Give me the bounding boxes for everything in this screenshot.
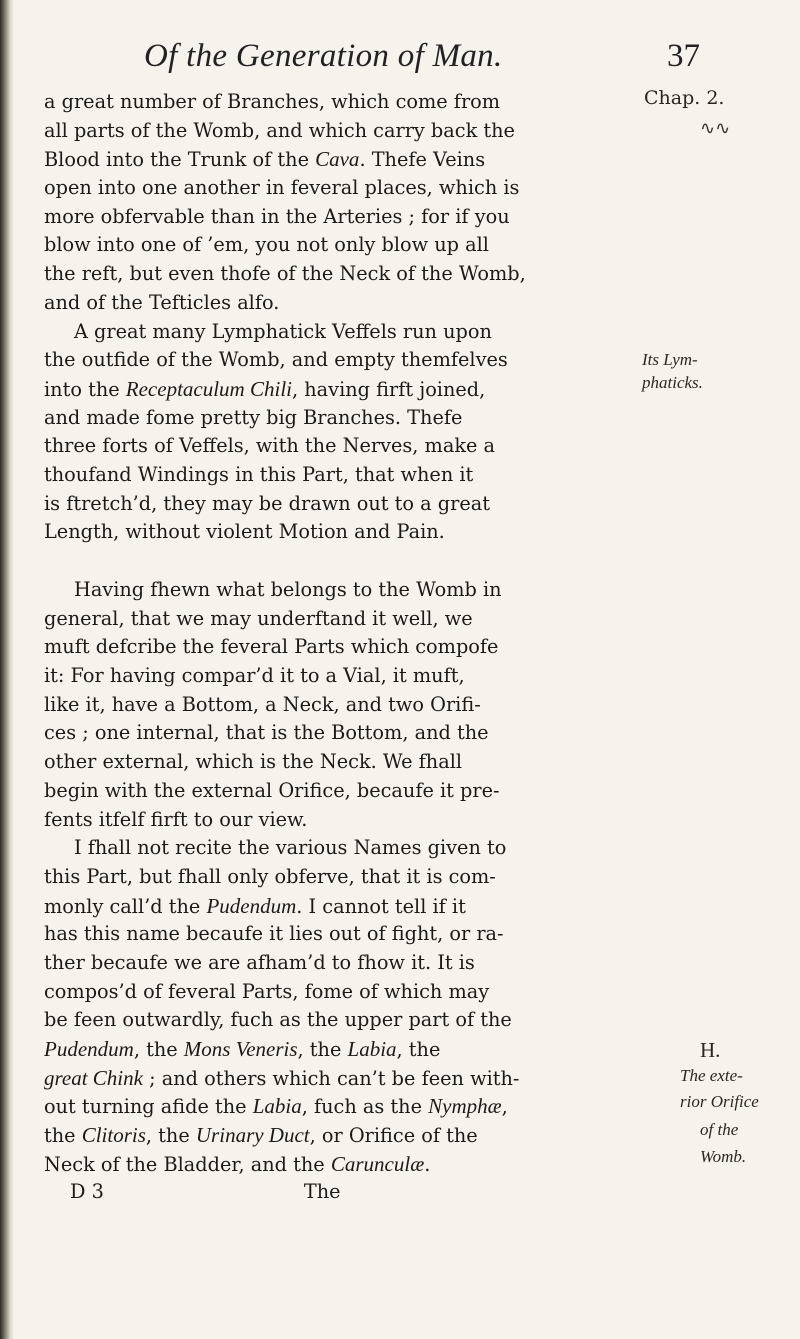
text-line: more obfervable than in the Arteries ; for if you (44, 204, 510, 228)
text-line: out turning afide the Labia, fuch as the Nymphæ, (44, 1094, 508, 1119)
page-gutter-shadow (0, 0, 14, 1339)
term-mons-veneris: Mons Veneris (183, 1037, 298, 1061)
margin-note-lymphaticks-2: phaticks. (642, 373, 703, 392)
term-receptaculum: Receptaculum Chili (125, 376, 292, 401)
text-line: monly call’d the Pudendum. I cannot tell if it (44, 893, 466, 918)
text-line: blow into one of ’em, you not only blow up all (44, 233, 489, 257)
text-line: compos’d of feveral Parts, fome of which may (44, 979, 490, 1003)
text-line: like it, have a Bottom, a Neck, and two Orifi- (44, 692, 481, 716)
text-line: Length, without violent Motion and Pain. (44, 520, 445, 544)
margin-note-section-1: The exte- (680, 1066, 743, 1085)
text-line: the outfide of the Womb, and empty themfelves (44, 348, 508, 372)
paragraph-gap (44, 547, 644, 576)
text-line: and made fome pretty big Branches. Thefe (44, 405, 463, 429)
text-line: Pudendum, the Mons Veneris, the Labia, the (44, 1037, 441, 1061)
term-cava: Cava (315, 147, 360, 172)
text-line: the Clitoris, the Urinary Duct, or Orifice of the (44, 1123, 478, 1148)
term-nymphae: Nymphæ (428, 1094, 502, 1119)
text-line: muft defcribe the feveral Parts which compofe (44, 635, 499, 659)
text-line: be feen outwardly, fuch as the upper part of the (44, 1008, 512, 1032)
page-number: 37 (667, 38, 700, 74)
text-line: a great number of Branches, which come from (44, 90, 501, 113)
text-line: and of the Tefticles alfo. (44, 290, 280, 314)
text-line: Neck of the Bladder, and the Carunculæ. (44, 1151, 431, 1176)
term-pudendum: Pudendum (206, 893, 297, 918)
text-line: has this name becaufe it lies out of fight, or ra- (44, 922, 504, 946)
text-line: into the Receptaculum Chili, having firft joined, (44, 376, 486, 401)
text-line: is ftretch’d, they may be drawn out to a great (44, 491, 491, 515)
margin-note-lymphaticks-1: Its Lym- (642, 350, 698, 369)
text-line: general, that we may underftand it well, we (44, 606, 473, 630)
text-line: three forts of Veffels, with the Nerves, make a (44, 434, 496, 458)
text-line: fents itfelf firft to our view. (44, 807, 308, 831)
margin-note-section-4: Womb. (700, 1147, 747, 1166)
text-line: this Part, but fhall only obferve, that it is com- (44, 864, 496, 888)
text-line: the reft, but even thofe of the Neck of the Womb, (44, 262, 526, 286)
flourish-ornament: ∿∿ (700, 118, 731, 139)
term-labia: Labia (347, 1037, 397, 1061)
term-labia: Labia (252, 1094, 302, 1119)
text-line: I fhall not recite the various Names given to (74, 836, 507, 860)
catchword: The (303, 1180, 341, 1204)
margin-section-letter: H. (700, 1038, 721, 1062)
text-line: ces ; one internal, that is the Bottom, and the (44, 721, 489, 745)
margin-note-section-3: of the (700, 1120, 739, 1139)
margin-chapter: Chap. 2. (644, 87, 725, 109)
running-head: Of the Generation of Man. (144, 38, 503, 74)
term-carunculae: Carunculæ (330, 1151, 425, 1176)
text-line: A great many Lymphatick Veffels run upon (74, 319, 492, 343)
body-text (44, 88, 644, 1207)
signature-mark: D 3 (70, 1180, 104, 1204)
term-clitoris: Clitoris (81, 1123, 146, 1148)
term-great-chink: great Chink (44, 1065, 143, 1090)
text-line: begin with the external Orifice, becaufe it pre- (44, 778, 500, 802)
text-line: ther becaufe we are afham’d to fhow it. It is (44, 950, 475, 974)
term-pudendum: Pudendum (44, 1037, 134, 1061)
page-header (100, 38, 700, 78)
term-urinary-duct: Urinary Duct (195, 1123, 310, 1148)
text-line: Having fhewn what belongs to the Womb in (74, 578, 502, 601)
text-line: Blood into the Trunk of the Cava. Thefe Veins (44, 147, 486, 172)
text-line: it: For having compar’d it to a Vial, it muft, (44, 664, 465, 688)
text-line: open into one another in feveral places, which is (44, 176, 520, 200)
page-footer-line (44, 1178, 644, 1207)
margin-note-section-2: rior Orifice (680, 1092, 759, 1111)
text-line: all parts of the Womb, and which carry back the (44, 118, 515, 142)
text-line: great Chink ; and others which can’t be feen with- (44, 1065, 520, 1090)
text-line: other external, which is the Neck. We fhall (44, 750, 463, 774)
text-line: thoufand Windings in this Part, that when it (44, 462, 474, 486)
